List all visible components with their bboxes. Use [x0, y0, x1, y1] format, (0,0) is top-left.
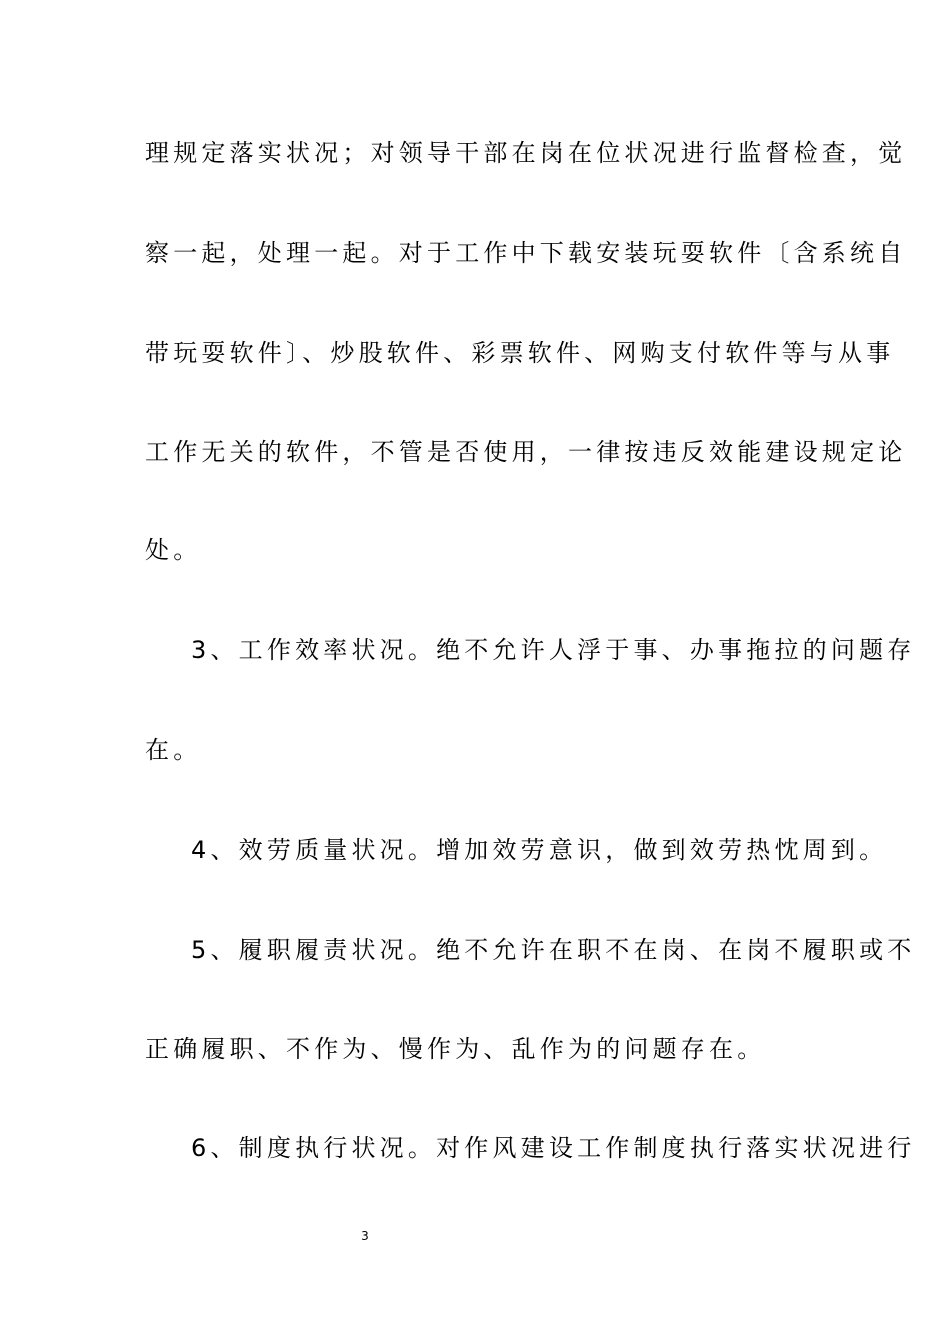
- text-line: 4、效劳质量状况。增加效劳意识，做到效劳热忱周到。: [191, 836, 888, 864]
- text-line: 处。: [145, 536, 202, 564]
- text-line: 6、制度执行状况。对作风建设工作制度执行落实状况进行: [191, 1134, 916, 1162]
- text-line: 在。: [145, 736, 202, 764]
- text-line: 带玩耍软件〕、炒股软件、彩票软件、网购支付软件等与从事: [145, 339, 895, 367]
- page-number: 3: [361, 1229, 369, 1243]
- text-line: 工作无关的软件，不管是否使用，一律按违反效能建设规定论: [145, 438, 907, 466]
- text-line: 5、履职履责状况。绝不允许在职不在岗、在岗不履职或不: [191, 936, 916, 964]
- text-line: 3、工作效率状况。绝不允许人浮于事、办事拖拉的问题存: [191, 636, 916, 664]
- text-line: 察一起，处理一起。对于工作中下载安装玩耍软件〔含系统自: [145, 239, 907, 267]
- text-line: 理规定落实状况；对领导干部在岗在位状况进行监督检查，觉: [145, 139, 907, 167]
- text-line: 正确履职、不作为、慢作为、乱作为的问题存在。: [145, 1035, 766, 1063]
